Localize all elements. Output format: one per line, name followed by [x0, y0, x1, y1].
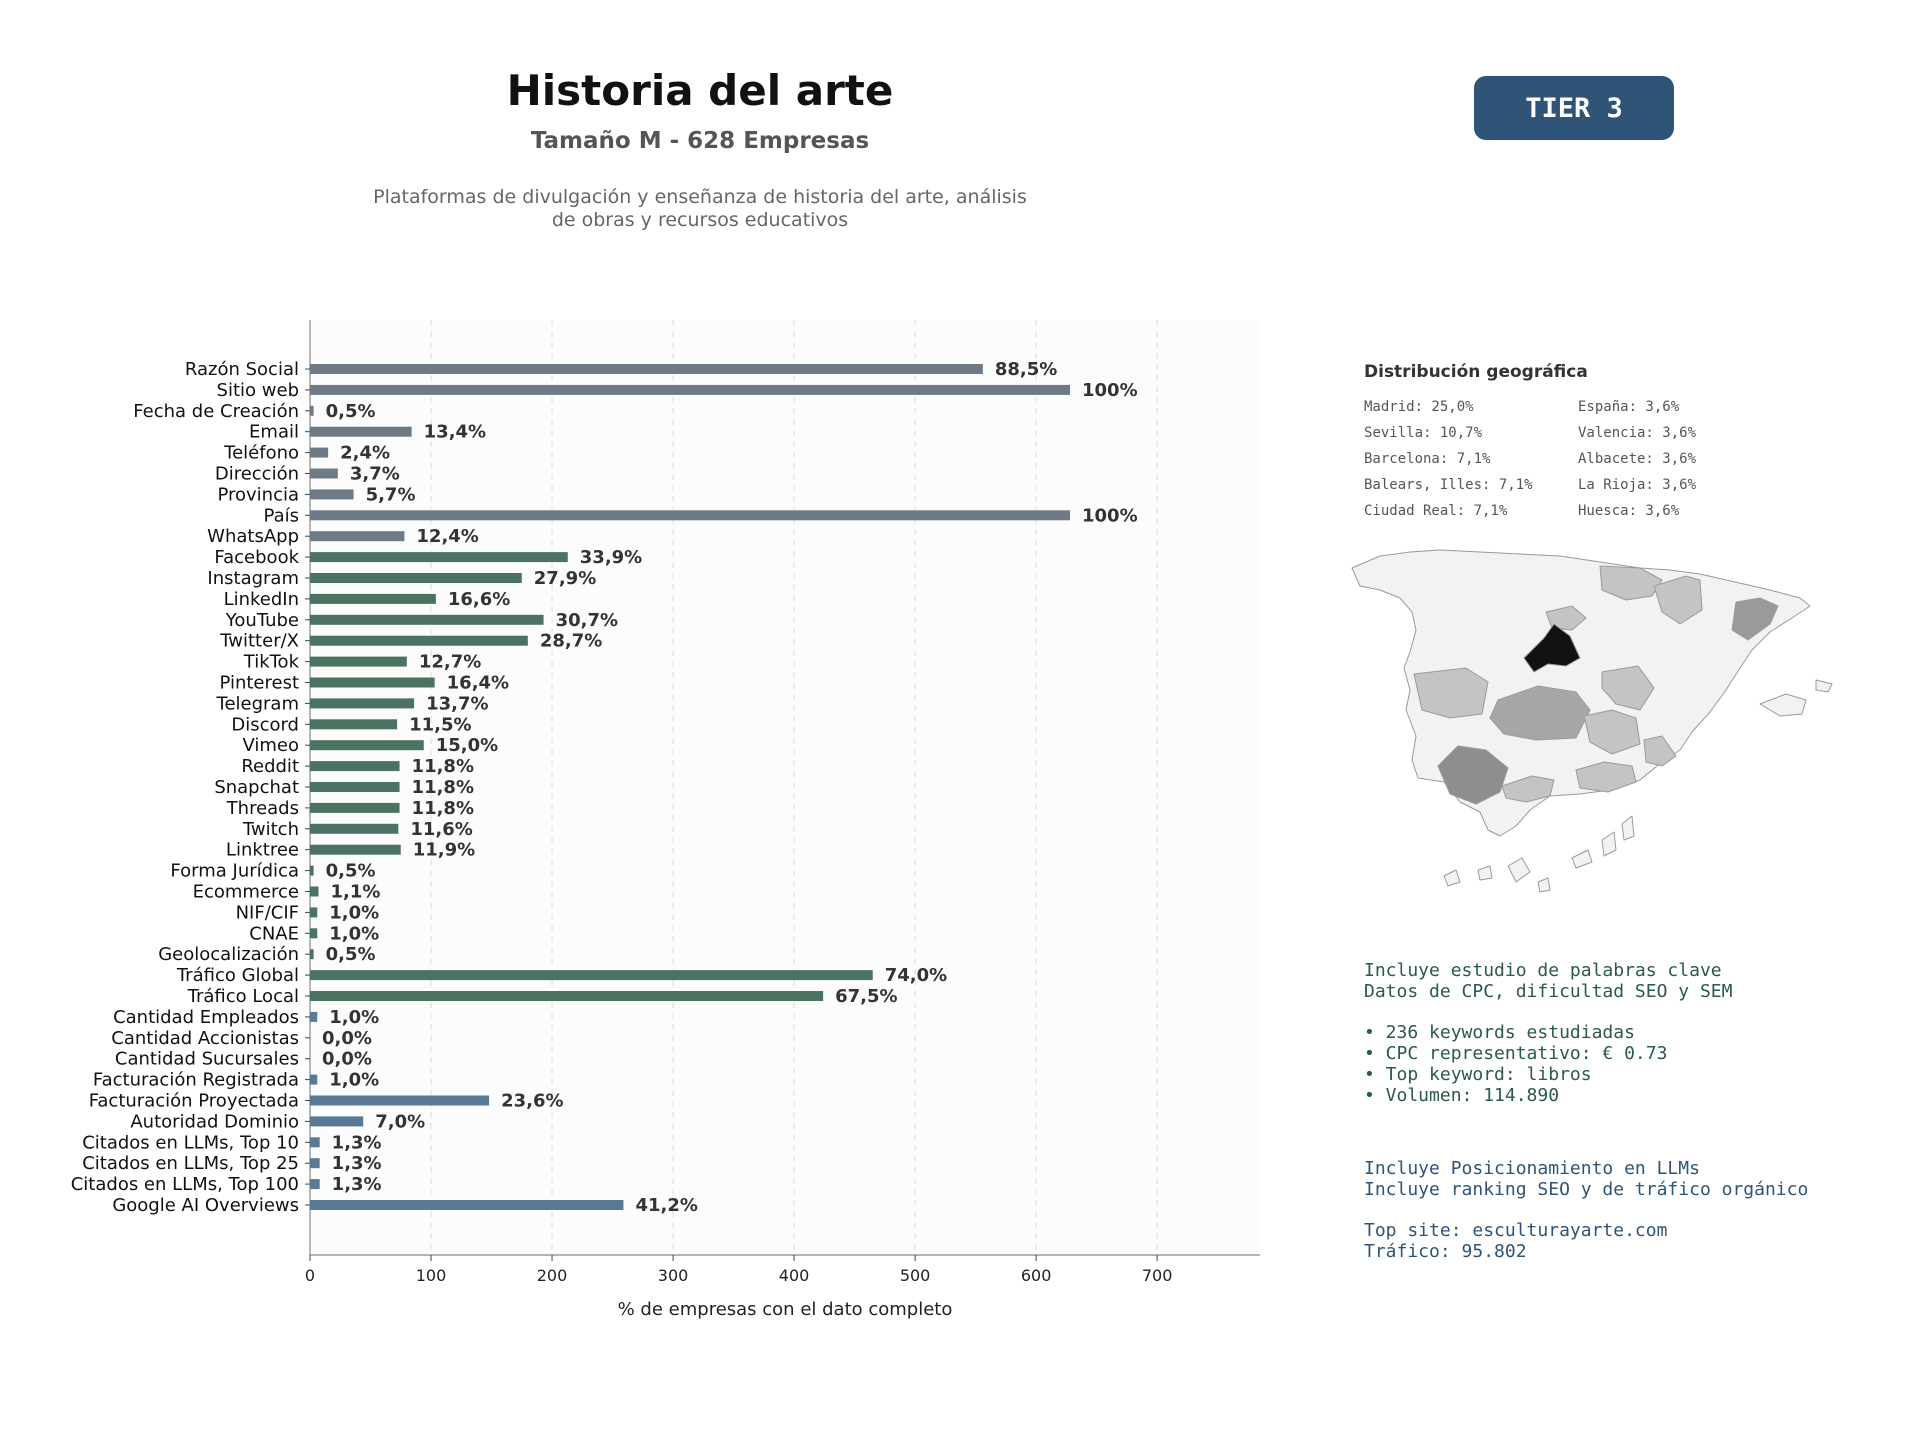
bar	[310, 531, 404, 541]
bar-value-label: 33,9%	[579, 547, 643, 569]
llm-traffic: Tráfico: 95.802	[1364, 1241, 1527, 1262]
category-label: Google AI Overviews	[112, 1195, 299, 1216]
bar	[310, 1075, 317, 1085]
description-line-1: Plataformas de divulgación y enseñanza de historia del arte, análisis	[373, 186, 1027, 208]
category-label: Vimeo	[242, 735, 299, 757]
bar	[310, 907, 317, 917]
bar-value-label: 1,0%	[329, 1006, 380, 1028]
bar-value-label: 11,6%	[410, 818, 473, 840]
bar	[310, 406, 314, 416]
bar-value-label: 5,7%	[365, 484, 416, 506]
bar	[310, 657, 407, 667]
category-label: Citados en LLMs, Top 10	[82, 1132, 299, 1154]
keywords-bullet: • 236 keywords estudiadas	[1364, 1022, 1635, 1043]
bar-value-label: 28,7%	[539, 630, 603, 652]
category-label: Facebook	[214, 547, 299, 569]
geo-item: Ciudad Real: 7,1%	[1364, 503, 1508, 519]
bar	[310, 866, 314, 876]
category-label: YouTube	[225, 609, 299, 631]
bar-value-label: 74,0%	[884, 965, 948, 987]
bar	[310, 636, 528, 646]
keywords-line-1: Incluye estudio de palabras clave	[1364, 960, 1722, 981]
bar-value-label: 1,0%	[329, 1069, 380, 1091]
bar-value-label: 1,3%	[331, 1132, 382, 1154]
category-label: Cantidad Sucursales	[114, 1048, 299, 1070]
category-label: Dirección	[214, 463, 299, 485]
bar	[310, 364, 983, 374]
bar	[310, 991, 823, 1001]
category-label: Twitch	[242, 818, 299, 840]
x-tick-label: 400	[778, 1266, 810, 1285]
category-label: Razón Social	[184, 359, 299, 380]
llm-top-site: Top site: esculturayarte.com	[1364, 1220, 1668, 1241]
bar-value-label: 11,5%	[409, 714, 472, 736]
bar-value-label: 0,5%	[325, 860, 376, 882]
category-label: Pinterest	[219, 672, 299, 694]
bar	[310, 887, 318, 897]
bar-value-label: 1,0%	[329, 923, 380, 945]
description-line-2: de obras y recursos educativos	[551, 209, 849, 231]
bar	[310, 824, 398, 834]
bar-value-label: 27,9%	[533, 568, 597, 589]
category-label: Email	[249, 421, 299, 443]
category-label: Facturación Registrada	[92, 1069, 299, 1091]
bar-value-label: 67,5%	[835, 986, 898, 1007]
category-label: Cantidad Empleados	[113, 1006, 299, 1028]
keywords-bullet: • Volumen: 114.890	[1364, 1085, 1560, 1106]
category-label: Ecommerce	[192, 881, 299, 903]
keywords-bullet: • Top keyword: libros	[1364, 1064, 1592, 1085]
bar	[310, 845, 401, 855]
bar-value-label: 100%	[1082, 379, 1138, 401]
bar-value-label: 1,3%	[331, 1174, 382, 1196]
bar	[310, 1012, 317, 1022]
bar-value-label: 13,7%	[426, 693, 489, 715]
bar	[310, 803, 400, 813]
x-tick-label: 0	[304, 1266, 316, 1285]
category-label: CNAE	[249, 923, 299, 945]
page-subtitle: Tamaño M - 628 Empresas	[530, 128, 870, 154]
bar	[310, 1179, 320, 1189]
page-title: Historia del arte	[506, 66, 894, 115]
geo-distribution-list	[1364, 398, 1804, 520]
geo-distribution-title: Distribución geográfica	[1364, 362, 1588, 382]
bar	[310, 615, 544, 625]
bar	[310, 1200, 623, 1210]
spain-choropleth-map	[1340, 540, 1860, 910]
geo-item: Huesca: 3,6%	[1578, 503, 1680, 519]
geo-item: La Rioja: 3,6%	[1578, 477, 1697, 493]
bar-value-label: 3,7%	[349, 463, 400, 485]
llm-line-1: Incluye Posicionamiento en LLMs	[1364, 1158, 1700, 1179]
bar-value-label: 0,0%	[322, 1048, 372, 1070]
bar	[310, 740, 424, 750]
geo-item: España: 3,6%	[1578, 399, 1680, 415]
x-tick-label: 200	[536, 1266, 568, 1285]
bar	[310, 1096, 489, 1106]
bar-value-label: 2,4%	[340, 442, 391, 464]
llm-line-2: Incluye ranking SEO y de tráfico orgánico	[1364, 1179, 1809, 1200]
category-label: País	[263, 505, 299, 527]
x-tick-label: 100	[415, 1266, 447, 1285]
keywords-bullet: • CPC representativo: € 0.73	[1364, 1043, 1668, 1064]
bar	[310, 1137, 320, 1147]
geo-item: Madrid: 25,0%	[1364, 399, 1474, 415]
geo-item: Barcelona: 7,1%	[1364, 451, 1491, 467]
bar-value-label: 0,5%	[325, 944, 376, 966]
category-label: Cantidad Accionistas	[111, 1027, 299, 1049]
bar-value-label: 16,4%	[446, 672, 510, 694]
category-label: TikTok	[243, 651, 299, 673]
bar	[310, 698, 414, 708]
category-label: Snapchat	[214, 777, 299, 798]
bar-value-label: 100%	[1082, 505, 1138, 527]
category-label: Autoridad Dominio	[130, 1111, 299, 1133]
bar-value-label: 12,7%	[418, 651, 482, 673]
category-label: Sitio web	[216, 379, 299, 401]
bar	[310, 928, 317, 938]
tier-badge: TIER 3	[1474, 76, 1674, 140]
x-tick-label: 700	[1141, 1266, 1173, 1285]
bar-value-label: 1,3%	[331, 1153, 382, 1175]
bar	[310, 448, 328, 458]
bar	[310, 573, 522, 583]
bar-value-label: 16,6%	[447, 588, 511, 610]
keywords-line-2: Datos de CPC, dificultad SEO y SEM	[1364, 981, 1733, 1002]
bar-value-label: 23,6%	[501, 1090, 564, 1112]
geo-item: Balears, Illes: 7,1%	[1364, 477, 1533, 493]
map-region	[1414, 668, 1488, 718]
bar	[310, 385, 1070, 395]
category-label: Twitter/X	[220, 630, 299, 652]
bar	[310, 552, 568, 562]
category-label: Tráfico Local	[187, 986, 299, 1007]
bar-value-label: 11,9%	[412, 839, 476, 861]
bar	[310, 761, 400, 771]
bar	[310, 594, 436, 604]
bar-value-label: 0,0%	[322, 1027, 372, 1049]
category-label: Citados en LLMs, Top 25	[82, 1153, 299, 1175]
llm-section	[1364, 1158, 1808, 1262]
bar-value-label: 11,8%	[411, 777, 475, 798]
map-region	[1732, 598, 1778, 640]
category-label: Geolocalización	[158, 944, 299, 966]
bar	[310, 1158, 320, 1168]
map-canarias	[1444, 816, 1634, 892]
map-baleares	[1760, 680, 1832, 716]
bar-value-label: 30,7%	[555, 609, 619, 631]
category-label: Discord	[231, 714, 299, 736]
category-label: Facturación Proyectada	[88, 1090, 299, 1112]
bar-value-label: 7,0%	[375, 1111, 426, 1133]
bar	[310, 510, 1070, 520]
bar-value-label: 1,0%	[329, 902, 380, 924]
page-description	[330, 186, 1070, 232]
bar	[310, 678, 435, 688]
bar-value-label: 11,8%	[411, 756, 475, 778]
bar	[310, 782, 400, 792]
x-tick-label: 300	[657, 1266, 689, 1285]
category-label: Fecha de Creación	[133, 400, 299, 422]
category-label: WhatsApp	[207, 526, 299, 548]
geo-item: Valencia: 3,6%	[1578, 425, 1697, 441]
bar-value-label: 1,1%	[330, 881, 381, 903]
category-label: Reddit	[241, 756, 299, 778]
bar-value-label: 88,5%	[994, 359, 1058, 380]
x-tick-label: 500	[899, 1266, 931, 1285]
bar-value-label: 41,2%	[635, 1195, 698, 1216]
category-label: Provincia	[217, 484, 299, 506]
bar	[310, 489, 354, 499]
category-label: Citados en LLMs, Top 100	[70, 1174, 299, 1196]
geo-item: Albacete: 3,6%	[1578, 451, 1697, 467]
category-label: Linktree	[225, 839, 299, 861]
category-label: NIF/CIF	[235, 902, 299, 924]
bar	[310, 949, 314, 959]
bar	[310, 469, 338, 479]
category-label: Tráfico Global	[176, 965, 299, 987]
bar-value-label: 11,8%	[411, 797, 475, 819]
bar	[310, 427, 412, 437]
keywords-section	[1364, 960, 1732, 1106]
x-tick-label: 600	[1020, 1266, 1052, 1285]
geo-item: Sevilla: 10,7%	[1364, 425, 1483, 441]
bar-value-label: 0,5%	[325, 400, 376, 422]
category-label: Threads	[226, 797, 299, 819]
bar-value-label: 15,0%	[435, 735, 499, 757]
category-label: Telegram	[216, 693, 299, 715]
category-label: Teléfono	[224, 442, 299, 464]
category-label: Forma Jurídica	[170, 860, 299, 882]
bar	[310, 719, 397, 729]
completeness-bar-chart	[0, 300, 1290, 1350]
bar	[310, 1116, 363, 1126]
bar-value-label: 12,4%	[416, 526, 479, 548]
bar	[310, 970, 873, 980]
bar-value-label: 13,4%	[423, 421, 487, 443]
x-axis-label: % de empresas con el dato completo	[617, 1299, 953, 1320]
category-label: LinkedIn	[223, 588, 299, 610]
category-label: Instagram	[207, 568, 299, 589]
